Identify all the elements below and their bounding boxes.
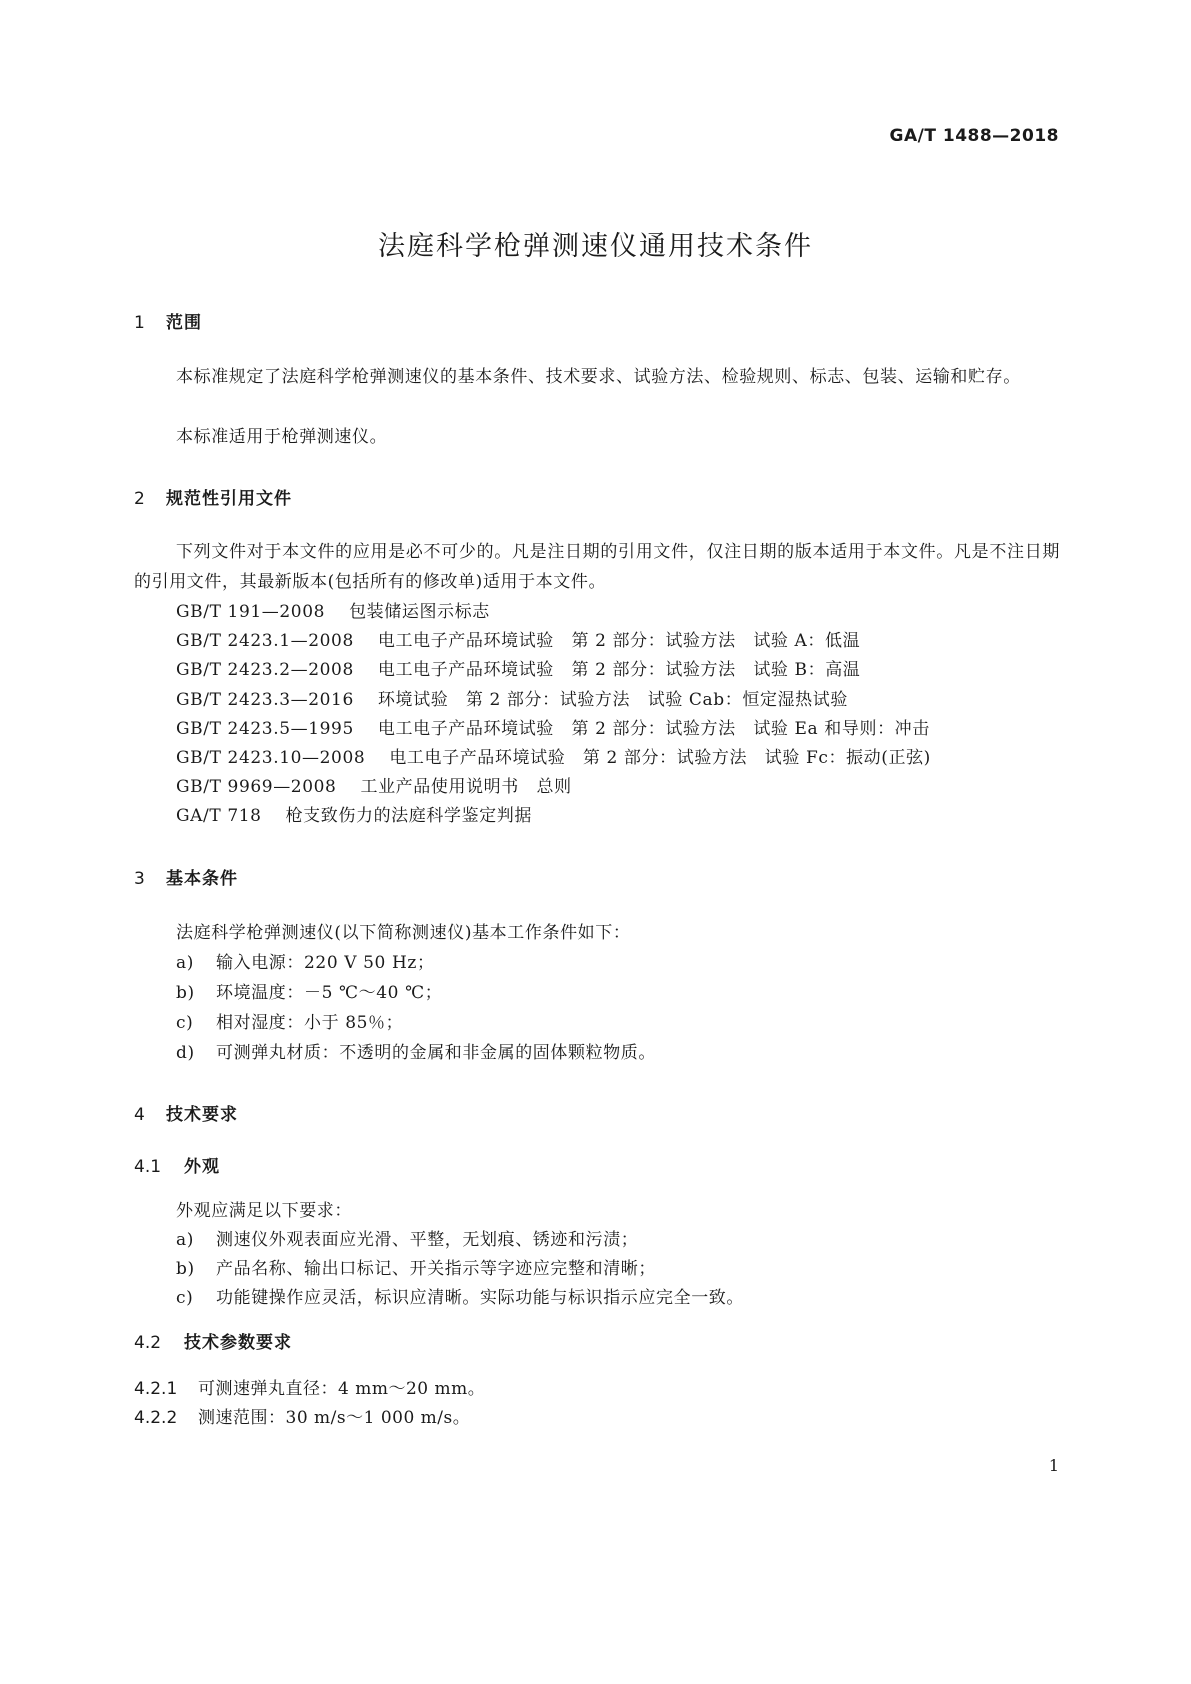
section-1-paragraph-2: 本标准适用于枪弹测速仪。 xyxy=(176,427,388,447)
reference-code: GB/T 2423.10—2008 xyxy=(176,748,366,768)
list-marker: d) xyxy=(176,1043,195,1063)
list-marker: a) xyxy=(176,1230,194,1250)
list-item xyxy=(176,1225,638,1250)
list-text: 相对湿度：小于 85％； xyxy=(216,1013,404,1033)
reference-code: GB/T 191—2008 xyxy=(176,602,326,622)
subsection-title: 技术参数要求 xyxy=(184,1333,292,1353)
list-text: 产品名称、输出口标记、开关指示等字迹应完整和清晰； xyxy=(216,1259,656,1279)
section-title: 范围 xyxy=(166,313,202,333)
list-item xyxy=(176,1038,656,1063)
clause-text: 可测速弹丸直径：4 mm～20 mm。 xyxy=(198,1379,486,1399)
subsection-title: 外观 xyxy=(184,1157,220,1177)
list-marker: c) xyxy=(176,1013,194,1033)
reference-code: GB/T 9969—2008 xyxy=(176,777,337,797)
reference-title: 工业产品使用说明书 总则 xyxy=(360,777,572,797)
list-text: 功能键操作应灵活，标识应清晰。实际功能与标识指示应完全一致。 xyxy=(216,1288,744,1308)
list-marker: b) xyxy=(176,1259,195,1279)
list-marker: b) xyxy=(176,983,195,1003)
section-title: 规范性引用文件 xyxy=(166,489,292,509)
reference-title: 环境试验 第 2 部分：试验方法 试验 Cab：恒定湿热试验 xyxy=(377,690,848,710)
list-item xyxy=(176,978,442,1003)
reference-item xyxy=(176,801,532,826)
subsection-number: 4.1 xyxy=(134,1157,162,1177)
reference-title: 电工电子产品环境试验 第 2 部分：试验方法 试验 Ea 和导则：冲击 xyxy=(377,719,930,739)
reference-item xyxy=(176,714,930,739)
section-number: 4 xyxy=(134,1105,146,1125)
reference-code: GB/T 2423.3—2016 xyxy=(176,690,354,710)
section-4-heading xyxy=(134,1100,238,1125)
section-3-intro: 法庭科学枪弹测速仪(以下简称测速仪)基本工作条件如下： xyxy=(176,923,631,943)
list-item xyxy=(176,1008,403,1033)
reference-item xyxy=(176,685,848,710)
reference-code: GB/T 2423.1—2008 xyxy=(176,631,354,651)
section-title: 技术要求 xyxy=(166,1105,238,1125)
reference-item xyxy=(176,655,860,680)
reference-item xyxy=(176,597,490,622)
reference-title: 电工电子产品环境试验 第 2 部分：试验方法 试验 Fc：振动(正弦) xyxy=(389,748,931,768)
list-item xyxy=(176,948,435,973)
reference-code: GA/T 718 xyxy=(176,806,262,826)
list-marker: c) xyxy=(176,1288,194,1308)
section-1-paragraph-1: 本标准规定了法庭科学枪弹测速仪的基本条件、技术要求、试验方法、检验规则、标志、包装、运输和贮存。 xyxy=(176,367,1021,387)
reference-title: 包装储运图示标志 xyxy=(349,602,490,622)
reference-title: 电工电子产品环境试验 第 2 部分：试验方法 试验 A：低温 xyxy=(377,631,861,651)
page-number: 1 xyxy=(1048,1456,1059,1475)
subsection-4-2-heading xyxy=(134,1328,292,1353)
list-marker: a) xyxy=(176,953,194,973)
clause-text: 测速范围：30 m/s～1 000 m/s。 xyxy=(198,1408,471,1428)
clause-number: 4.2.2 xyxy=(134,1408,178,1428)
subsection-4-1-heading xyxy=(134,1152,220,1177)
reference-title: 枪支致伤力的法庭科学鉴定判据 xyxy=(285,806,532,826)
list-text: 测速仪外观表面应光滑、平整，无划痕、锈迹和污渍； xyxy=(216,1230,639,1250)
section-number: 2 xyxy=(134,489,146,509)
reference-code: GB/T 2423.2—2008 xyxy=(176,660,354,680)
clause-4-2-2 xyxy=(134,1403,470,1428)
document-title: 法庭科学枪弹测速仪通用技术条件 xyxy=(378,231,813,262)
clause-4-2-1 xyxy=(134,1374,485,1399)
subsection-number: 4.2 xyxy=(134,1333,162,1353)
reference-title: 电工电子产品环境试验 第 2 部分：试验方法 试验 B：高温 xyxy=(377,660,861,680)
list-item xyxy=(176,1254,656,1279)
section-1-heading xyxy=(134,308,202,333)
reference-code: GB/T 2423.5—1995 xyxy=(176,719,354,739)
reference-item xyxy=(176,743,931,768)
standard-number: GA/T 1488—2018 xyxy=(889,126,1059,146)
reference-item xyxy=(176,772,572,797)
section-title: 基本条件 xyxy=(166,869,238,889)
section-2-intro: 下列文件对于本文件的应用是必不可少的。凡是注日期的引用文件，仅注日期的版本适用于本文件。凡是不注日期的引用文件，其最新版本(包括所有的修改单)适用于本文件。 xyxy=(134,542,1060,592)
section-3-heading xyxy=(134,864,238,889)
list-text: 可测弹丸材质：不透明的金属和非金属的固体颗粒物质。 xyxy=(216,1043,656,1063)
clause-number: 4.2.1 xyxy=(134,1379,178,1399)
section-2-heading xyxy=(134,484,292,509)
section-number: 3 xyxy=(134,869,146,889)
reference-item xyxy=(176,626,860,651)
subsection-4-1-intro: 外观应满足以下要求： xyxy=(176,1201,352,1221)
list-text: 环境温度：－5 ℃～40 ℃； xyxy=(216,983,443,1003)
list-item xyxy=(176,1283,744,1308)
section-number: 1 xyxy=(134,313,146,333)
list-text: 输入电源：220 V 50 Hz； xyxy=(216,953,435,973)
